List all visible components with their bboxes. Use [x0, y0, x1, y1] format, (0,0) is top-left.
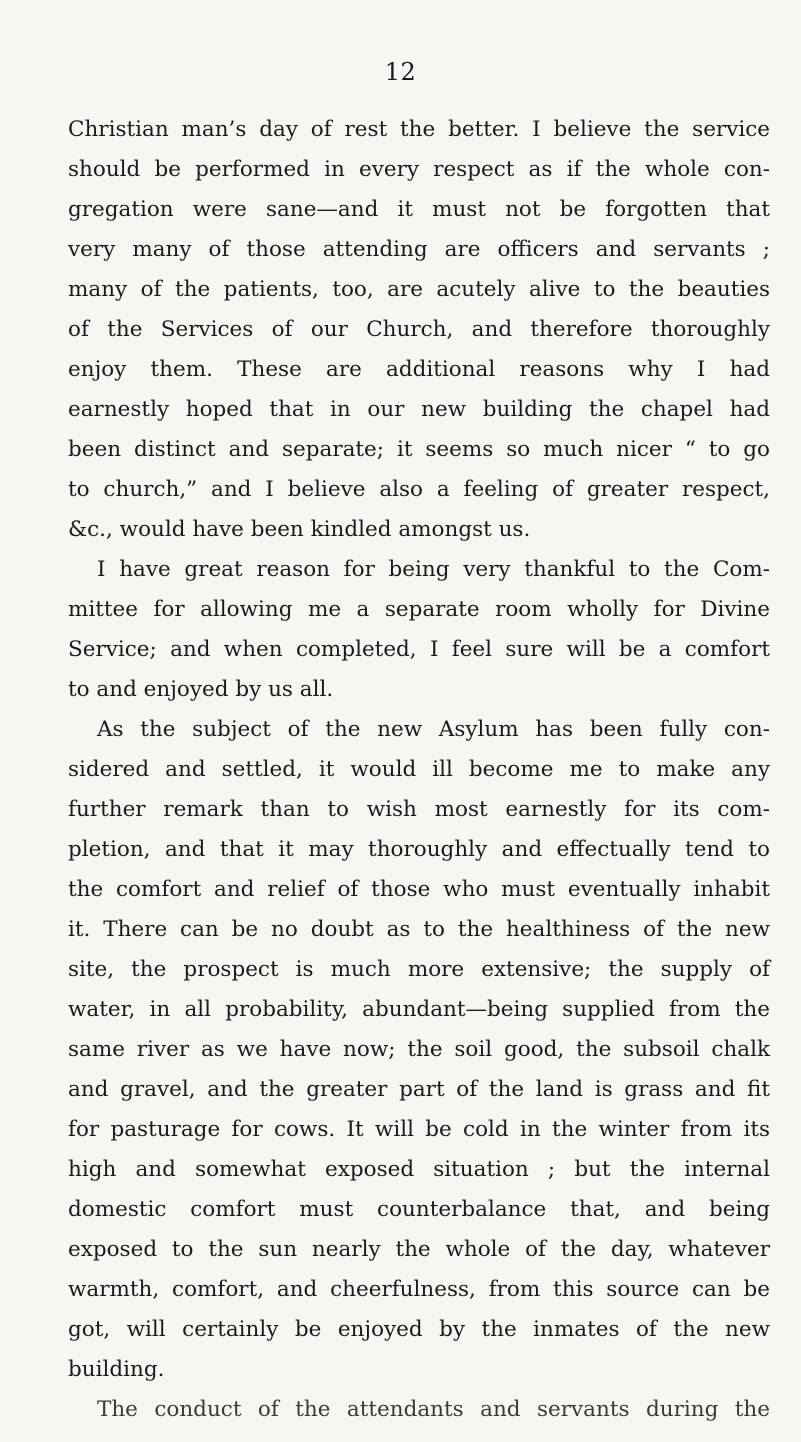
- page-number: 12: [384, 58, 417, 86]
- text-line: mittee for allowing me a separate room wholly for Divine: [68, 597, 770, 622]
- paragraph-2: [68, 550, 770, 710]
- text-line: pletion, and that it may thoroughly and effectually tend to: [68, 837, 770, 862]
- text-line: and gravel, and the greater part of the land is grass and fit: [68, 1077, 770, 1102]
- text-line: got, will certainly be enjoyed by the inmates of the new: [68, 1317, 770, 1342]
- text-line: site, the prospect is much more extensive; the supply of: [68, 957, 770, 982]
- text-line: very many of those attending are officers and servants ;: [68, 237, 770, 262]
- text-line: Service; and when completed, I feel sure will be a comfort: [68, 637, 770, 662]
- text-line: As the subject of the new Asylum has been fully con-: [97, 717, 770, 742]
- text-line: same river as we have now; the soil good, the subsoil chalk: [68, 1037, 770, 1062]
- text-line: been distinct and separate; it seems so much nicer “ to go: [68, 437, 770, 462]
- text-line: for pasturage for cows. It will be cold in the winter from its: [68, 1117, 770, 1142]
- text-line: I have great reason for being very thankful to the Com-: [97, 557, 770, 582]
- text-line: it. There can be no doubt as to the healthiness of the new: [68, 917, 770, 942]
- paragraph-3: [68, 710, 770, 1390]
- text-line: to church,” and I believe also a feeling of greater respect,: [68, 477, 770, 502]
- text-line: of the Services of our Church, and therefore thoroughly: [68, 317, 770, 342]
- text-line: to and enjoyed by us all.: [68, 677, 334, 702]
- text-line: sidered and settled, it would ill become me to make any: [68, 757, 770, 782]
- text-line: domestic comfort must counterbalance that, and being: [68, 1197, 770, 1222]
- text-line: the comfort and relief of those who must eventually inhabit: [68, 877, 770, 902]
- text-line: earnestly hoped that in our new building the chapel had: [68, 397, 770, 422]
- text-line: &c., would have been kindled amongst us.: [68, 517, 531, 542]
- text-line: many of the patients, too, are acutely alive to the beauties: [68, 277, 770, 302]
- text-line: enjoy them. These are additional reasons why I had: [68, 357, 770, 382]
- body-text: [68, 110, 770, 1430]
- text-line: building.: [68, 1357, 165, 1382]
- text-line: Christian man’s day of rest the better. I believe the service: [68, 117, 770, 142]
- text-line: water, in all probability, abundant—being supplied from the: [68, 997, 770, 1022]
- text-line: further remark than to wish most earnestly for its com-: [68, 797, 770, 822]
- text-line: high and somewhat exposed situation ; but the internal: [68, 1157, 770, 1182]
- text-line: warmth, comfort, and cheerfulness, from this source can be: [68, 1277, 770, 1302]
- text-line: The conduct of the attendants and servants during the: [97, 1397, 770, 1422]
- text-line: gregation were sane—and it must not be forgotten that: [68, 197, 770, 222]
- paragraph-1: [68, 110, 770, 550]
- text-line: exposed to the sun nearly the whole of the day, whatever: [68, 1237, 770, 1262]
- paragraph-4: [68, 1390, 770, 1430]
- text-line: should be performed in every respect as if the whole con-: [68, 157, 770, 182]
